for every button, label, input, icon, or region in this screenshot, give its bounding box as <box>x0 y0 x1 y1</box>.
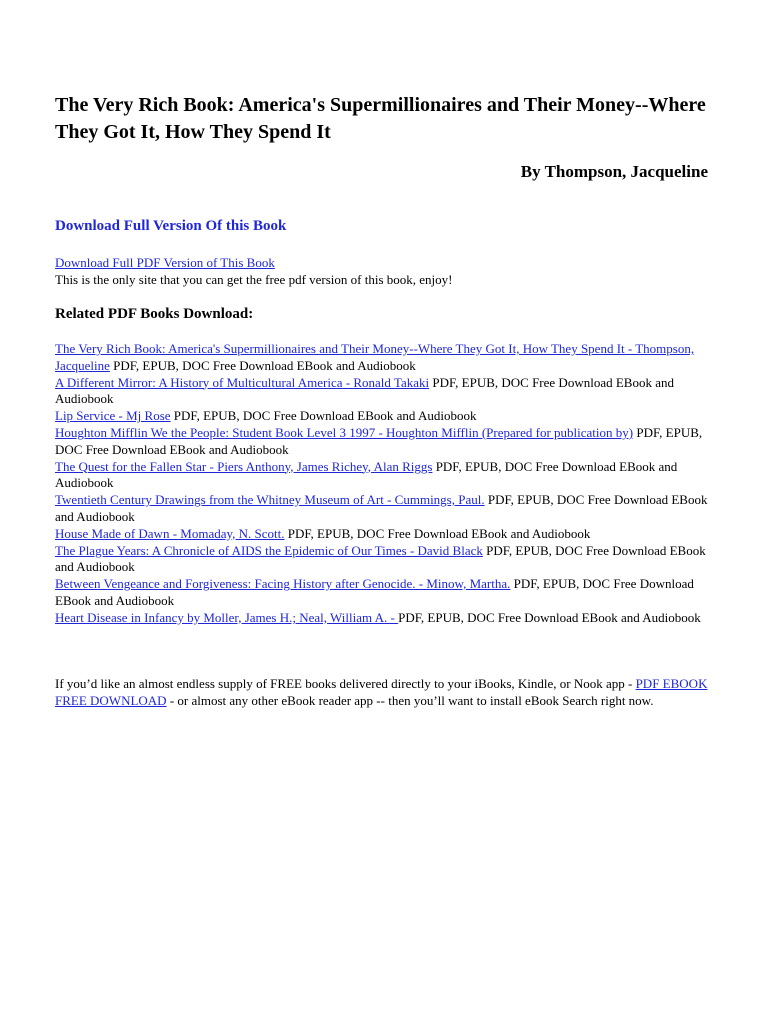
related-book-link[interactable]: The Plague Years: A Chronicle of AIDS the Epidemic of Our Times - David Black <box>55 542 483 558</box>
format-note: PDF, EPUB, DOC Free Download EBook and Audiobook <box>170 408 477 424</box>
list-item <box>55 526 715 543</box>
related-book-link[interactable]: A Different Mirror: A History of Multicultural America - Ronald Takaki <box>55 374 430 390</box>
format-note: PDF, EPUB, DOC Free Download EBook and Audiobook <box>55 374 674 407</box>
list-item <box>55 375 715 409</box>
format-note: PDF, EPUB, DOC Free Download EBook and Audiobook <box>55 492 708 524</box>
related-book-link[interactable]: The Quest for the Fallen Star - Piers Anthony, James Richey, Alan Riggs <box>55 458 433 474</box>
related-book-link[interactable]: Lip Service - Mj Rose <box>55 408 171 424</box>
list-item <box>55 492 715 526</box>
list-item <box>55 408 715 425</box>
related-book-link[interactable]: Twentieth Century Drawings from the Whitney Museum of Art - Cummings, Paul. <box>55 492 485 508</box>
related-book-link[interactable]: Heart Disease in Infancy by Moller, James H.; Neal, William A. - <box>55 609 399 625</box>
format-note: PDF, EPUB, DOC Free Download EBook and Audiobook <box>55 458 678 491</box>
footer-text-end: - or almost any other eBook reader app -- then you’ll want to install eBook Search right now. <box>166 693 654 708</box>
list-item <box>55 543 715 577</box>
related-book-link[interactable]: Houghton Mifflin We the People: Student Book Level 3 1997 - Houghton Mifflin (Prepared for publication by) <box>55 424 634 440</box>
related-book-link[interactable]: The Very Rich Book: America's Supermillionaires and Their Money--Where They Got It, How They Spend It - Thompson, Jacqueline <box>55 341 695 373</box>
book-title: The Very Rich Book: America's Supermillionaires and Their Money--Where They Got It, How They Spend It <box>55 94 706 143</box>
download-heading: Download Full Version Of this Book <box>55 218 287 234</box>
list-item <box>55 576 715 610</box>
format-note: PDF, EPUB, DOC Free Download EBook and Audiobook <box>284 525 591 541</box>
list-item <box>55 610 715 627</box>
related-heading: Related PDF Books Download: <box>55 306 254 322</box>
list-item <box>55 341 715 375</box>
format-note: PDF, EPUB, DOC Free Download EBook and Audiobook <box>109 357 416 373</box>
format-note: PDF, EPUB, DOC Free Download EBook and Audiobook <box>55 424 703 457</box>
download-full-pdf-link[interactable]: Download Full PDF Version of This Book <box>55 255 275 270</box>
footer-paragraph <box>55 675 715 709</box>
format-note: PDF, EPUB, DOC Free Download EBook and Audiobook <box>398 609 701 625</box>
author-byline: By Thompson, Jacqueline <box>520 162 708 181</box>
related-book-link[interactable]: House Made of Dawn - Momaday, N. Scott. <box>55 525 285 541</box>
related-book-link[interactable]: Between Vengeance and Forgiveness: Facing History after Genocide. - Minow, Martha. <box>55 576 511 592</box>
download-note: This is the only site that you can get the free pdf version of this book, enjoy! <box>55 272 453 287</box>
related-books-list <box>55 341 715 627</box>
download-block <box>55 254 453 288</box>
format-note: PDF, EPUB, DOC Free Download EBook and Audiobook <box>55 542 706 575</box>
format-note: PDF, EPUB, DOC Free Download EBook and Audiobook <box>55 576 694 608</box>
pdf-ebook-download-link[interactable]: PDF EBOOK FREE DOWNLOAD <box>55 676 708 708</box>
list-item <box>55 425 715 459</box>
footer-text: If you’d like an almost endless supply of FREE books delivered directly to your iBooks, Kindle, or Nook app - <box>55 676 636 691</box>
list-item <box>55 459 715 493</box>
